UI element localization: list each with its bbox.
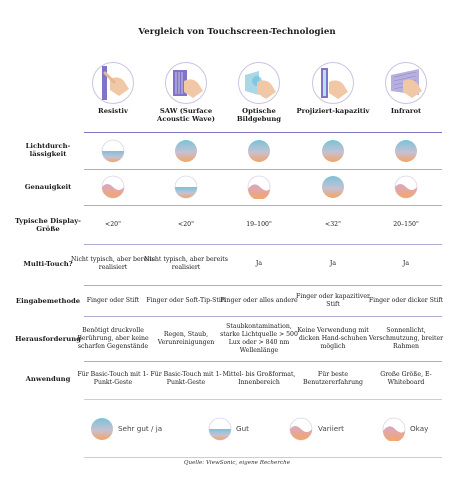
row-label-multitouch: Multi-Touch? (23, 259, 73, 268)
rating-okay-icon (247, 175, 271, 199)
column-header-optisch: Optische Bildgebung (236, 107, 282, 124)
capacitive-touch-icon (311, 61, 355, 105)
legend-variiert-icon (289, 417, 313, 441)
cell-input-resistiv: Finger oder Stift (86, 297, 140, 305)
row-label-transparency: Lichtdurch-lässigkeit (25, 141, 71, 158)
legend-gut-icon (208, 417, 232, 441)
rating-gut-icon (174, 175, 198, 199)
row-label-usage: Anwendung (25, 374, 71, 383)
rating-sehr-gut-icon (394, 139, 418, 163)
cell-usage-projiziert: Für beste Benutzererfahrung (302, 371, 364, 386)
cell-challenge-infrarot: Sonnenlicht, Verschmutzung, breiter Rahmen (368, 327, 444, 350)
column-header-saw: SAW (Surface Acoustic Wave) (157, 107, 215, 124)
rating-variiert-icon (101, 175, 125, 199)
cell-challenge-optisch: Staubkontamination, starke Lichtquelle > 500 Lux oder > 840 nm Wellenlänge (220, 323, 298, 354)
cell-usage-infrarot: Große Größe, E-Whiteboard (380, 371, 432, 386)
separator (84, 244, 442, 245)
saw-touch-icon (164, 61, 208, 105)
cell-input-projiziert: Finger oder kapazitiver Stift (296, 293, 370, 308)
legend-okay-icon (382, 417, 406, 441)
cell-multitouch-resistiv: Nicht typisch, aber bereits realisiert (71, 256, 155, 271)
cell-challenge-projiziert: Keine Verwendung mit dicken Hand-schuhen möglich (297, 327, 369, 350)
cell-usage-saw: Für Basic-Touch mit 1-Punkt-Geste (150, 371, 222, 386)
cell-size-infrarot: 20–150" (393, 221, 419, 229)
optical-touch-icon (237, 61, 281, 105)
row-label-accuracy: Genauigkeit (24, 182, 72, 191)
column-header-projiziert: Projiziert-kapazitiv (296, 107, 370, 115)
source-note: Quelle: ViewSonic, eigene Recherche (183, 460, 291, 466)
row-label-input-method: Eingabemethode (15, 296, 81, 305)
separator (84, 205, 442, 206)
cell-multitouch-projiziert: Ja (329, 260, 337, 268)
separator (84, 316, 442, 317)
separator (84, 285, 442, 286)
legend-label-sehr-gut: Sehr gut / ja (118, 424, 163, 433)
rating-variiert-icon (394, 175, 418, 199)
cell-input-saw: Finger oder Soft-Tip-Stift (146, 297, 226, 305)
legend-label-okay: Okay (410, 424, 429, 433)
legend-label-gut: Gut (236, 424, 249, 433)
cell-multitouch-saw: Nicht typisch, aber bereits realisiert (144, 256, 228, 271)
resistive-touch-icon (91, 61, 135, 105)
cell-size-optisch: 19–100" (246, 221, 272, 229)
cell-usage-resistiv: Für Basic-Touch mit 1-Punkt-Geste (77, 371, 149, 386)
separator (84, 169, 442, 170)
rating-sehr-gut-icon (321, 139, 345, 163)
cell-size-saw: <20" (178, 221, 194, 229)
rating-gut-icon (101, 139, 125, 163)
rating-sehr-gut-icon (321, 175, 345, 199)
cell-challenge-resistiv: Benötigt druckvolle Berührung, aber keine scharfen Gegenstände (77, 327, 149, 350)
cell-multitouch-infrarot: Ja (402, 260, 410, 268)
rating-sehr-gut-icon (174, 139, 198, 163)
column-header-resistiv: Resistiv (98, 107, 128, 115)
column-header-infrarot: Infrarot (390, 107, 422, 115)
cell-challenge-saw: Regen, Staub, Verunreinigungen (157, 331, 215, 346)
cell-size-projiziert: <32" (325, 221, 341, 229)
separator (84, 361, 442, 362)
infrared-touch-icon (384, 61, 428, 105)
row-label-challenge: Herausforderung (15, 334, 81, 343)
cell-input-infrarot: Finger oder dicker Stift (368, 297, 444, 305)
row-label-display-size: Typische Display-Größe (14, 216, 81, 233)
cell-usage-optisch: Mittel- bis Großformat, Innenbereich (222, 371, 296, 386)
rating-sehr-gut-icon (247, 139, 271, 163)
legend-label-variiert: Variiert (318, 424, 344, 433)
cell-size-resistiv: <20" (105, 221, 121, 229)
cell-input-optisch: Finger oder alles andere (220, 297, 298, 305)
page-title: Vergleich von Touchscreen-Technologien (138, 27, 336, 37)
legend-sehr-gut-icon (90, 417, 114, 441)
cell-multitouch-optisch: Ja (255, 260, 263, 268)
separator (84, 132, 442, 133)
